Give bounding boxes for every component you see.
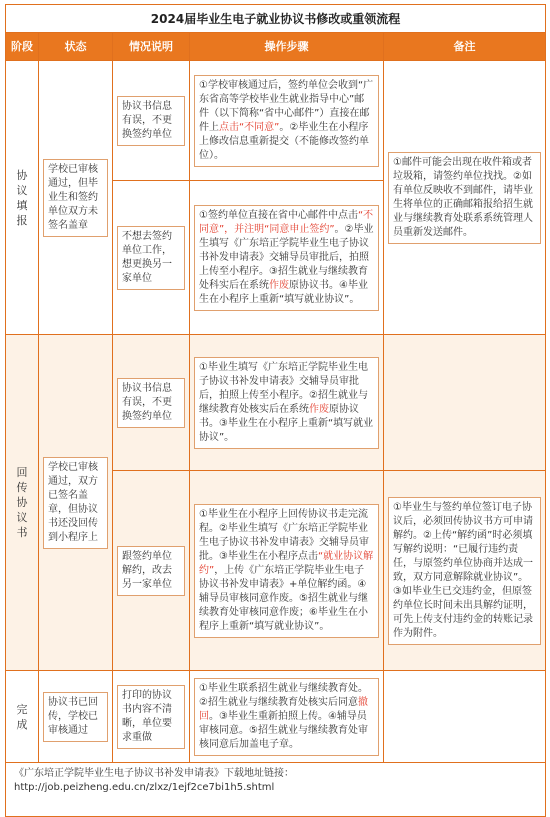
situation-text: 协议书信息有误，不更换签约单位 [117, 378, 185, 428]
notes-cell [384, 671, 546, 763]
document-title: 2024届毕业生电子就业协议书修改或重领流程 [6, 5, 546, 33]
situation-cell [113, 671, 190, 763]
situation-cell [113, 181, 190, 335]
steps-cell [190, 335, 384, 471]
stage-label: 完成 [16, 702, 28, 731]
steps-text: ①毕业生在小程序上回传协议书走完流程。②毕业生填写《广东培正学院毕业生电子协议书补发申请表》交辅导员审批。③毕业生在小程序点击“就业协议解约”，上传《广东培正学院毕业生电子协议书补发申请表》+单位解约函。④辅导员审核同意作废。⑤招生就业与继续教育处审核同意作废；⑥毕业生在小程序上重新“填写就业协议”。 [194, 504, 379, 638]
header-status: 状态 [39, 33, 113, 61]
header-situation: 情况说明 [113, 33, 190, 61]
status-text: 学校已审核通过，双方已签名盖章，但协议书还没回传到小程序上 [43, 457, 108, 549]
steps-text: ①学校审核通过后，签约单位会收到“广东省高等学校毕业生就业指导中心”邮件（以下简称“省中心邮件”）直接在邮件上点击“不同意”。②毕业生在小程序上修改信息重新提交（不能修改签约单位）。 [194, 75, 379, 167]
status-cell [39, 61, 113, 335]
download-link[interactable]: http://job.peizheng.edu.cn/zlxz/1ejf2ce7bi1h5.shtml [14, 782, 275, 793]
highlight-text: 撤回 [199, 696, 368, 722]
footer-row [6, 763, 546, 817]
process-table [5, 4, 546, 817]
status-cell [39, 335, 113, 671]
situation-text: 不想去签约单位工作，想更换另一家单位 [117, 226, 185, 290]
status-cell [39, 671, 113, 763]
table-row [6, 61, 546, 181]
stage-label: 回传协议书 [16, 466, 28, 539]
notes-text: ①邮件可能会出现在收件箱或者垃圾箱，请签约单位找找。②如有单位反映收不到邮件，请毕业生将单位的正确邮箱报给招生就业与继续教育处联系系统管理人员重新发送邮件。 [388, 152, 541, 244]
highlight-text: 点击“不同意” [219, 121, 280, 133]
situation-text: 打印的协议书内容不清晰，单位要求重做 [117, 685, 185, 749]
notes-text: ①毕业生与签约单位签订电子协议后，必须回传协议书方可申请解约。②上传“解约函”时必须填写解约说明：“已履行违约责任，与原签约单位协商并达成一致，双方同意解除就业协议”。③如毕业生已交违约金，但原签约单位长时间未出具解约证明，可先上传支付违约金的转账记录作为附件。 [388, 497, 541, 645]
notes-cell [384, 335, 546, 471]
situation-cell [113, 335, 190, 471]
steps-text: ①签约单位直接在省中心邮件中点击“不同意”，并注明“同意申止签约”。②毕业生填写《广东培正学院毕业生电子协议书补发申请表》交辅导员审批后，拍照上传至小程序。③招生就业与继续教育处科实后在系统作废原协议书。④毕业生在小程序上重新“填写就业协议”。 [194, 205, 379, 311]
situation-text: 跟签约单位解约，改去另一家单位 [117, 546, 185, 596]
footer-cell [6, 763, 546, 817]
steps-cell [190, 471, 384, 671]
situation-cell [113, 471, 190, 671]
table-row [6, 671, 546, 763]
stage-cell [6, 61, 39, 335]
status-text: 协议书已回传，学校已审核通过 [43, 692, 108, 742]
stage-cell [6, 671, 39, 763]
steps-cell [190, 671, 384, 763]
status-text: 学校已审核通过，但毕业生和签约单位双方未签名盖章 [43, 159, 108, 237]
steps-text: ①毕业生填写《广东培正学院毕业生电子协议书补发申请表》交辅导员审批后，拍照上传至小程序。②招生就业与继续教育处核实后在系统作废原协议书。③毕业生在小程序上重新“填写就业协议”。 [194, 357, 379, 449]
header-stage: 阶段 [6, 33, 39, 61]
highlight-text: 作废 [269, 279, 289, 291]
notes-cell [384, 471, 546, 671]
header-steps: 操作步骤 [190, 33, 384, 61]
table-row [6, 335, 546, 471]
header-notes: 备注 [384, 33, 546, 61]
steps-text: ①毕业生联系招生就业与继续教育处。②招生就业与继续教育处核实后同意撤回。③毕业生重新拍照上传。④辅导员审核同意。⑤招生就业与继续教育处审核同意后加盖电子章。 [194, 678, 379, 756]
situation-cell [113, 61, 190, 181]
notes-cell [384, 61, 546, 335]
steps-cell [190, 61, 384, 181]
steps-cell [190, 181, 384, 335]
situation-text: 协议书信息有误，不更换签约单位 [117, 96, 185, 146]
highlight-text: 作废 [309, 403, 329, 415]
table-header [6, 33, 546, 61]
highlight-text: “就业协议解约” [199, 550, 374, 576]
stage-cell [6, 335, 39, 671]
stage-label: 协议填报 [16, 168, 28, 227]
footer-text: 《广东培正学院毕业生电子协议书补发申请表》下载地址链接： [14, 768, 294, 779]
highlight-text: “不同意”，并注明“同意申止签约” [199, 209, 374, 235]
